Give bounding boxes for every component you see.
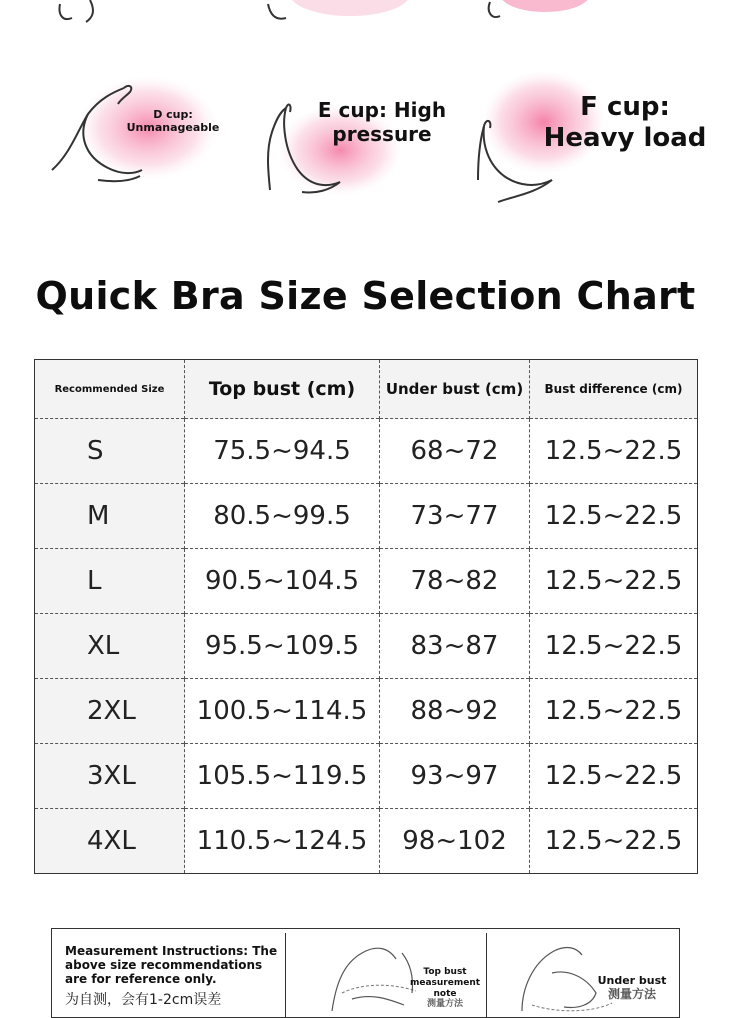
e-cup-illustration <box>262 70 462 210</box>
top-bust-cell: 110.5~124.5 <box>185 809 380 874</box>
top-bust-cell: 105.5~119.5 <box>185 744 380 809</box>
under-bust-cn-label: 测量方法 <box>607 987 656 1001</box>
under-bust-cell: 68~72 <box>380 419 530 484</box>
d-cup-label: D cup: Unmanageable <box>126 108 220 135</box>
bust-difference-cell: 12.5~22.5 <box>530 419 698 484</box>
table-row <box>35 614 698 679</box>
size-cell: M <box>35 484 185 549</box>
table-row <box>35 679 698 744</box>
table-row <box>35 549 698 614</box>
bust-difference-cell: 12.5~22.5 <box>530 809 698 874</box>
header-recommended-size: Recommended Size <box>35 360 185 419</box>
under-bust-cell: 98~102 <box>380 809 530 874</box>
table-header-row <box>35 360 698 419</box>
top-bust-cell: 80.5~99.5 <box>185 484 380 549</box>
bust-difference-cell: 12.5~22.5 <box>530 549 698 614</box>
under-bust-cell: 78~82 <box>380 549 530 614</box>
under-bust-cell: 88~92 <box>380 679 530 744</box>
top-strip-cutoff <box>0 0 731 40</box>
under-bust-measure-figure-icon <box>492 933 682 1013</box>
under-bust-cell: 93~97 <box>380 744 530 809</box>
size-cell: 4XL <box>35 809 185 874</box>
measurement-instructions-panel <box>51 928 680 1018</box>
top-bust-label: Top bust measurement note <box>409 967 481 999</box>
under-bust-label: Under bust <box>597 974 667 987</box>
instructions-cn-text: 为自测，会有1-2cm误差 <box>65 992 222 1008</box>
page-title: Quick Bra Size Selection Chart <box>35 274 696 318</box>
size-chart-table <box>34 359 698 874</box>
size-cell: 3XL <box>35 744 185 809</box>
bust-difference-cell: 12.5~22.5 <box>530 614 698 679</box>
table-row <box>35 809 698 874</box>
bust-difference-cell: 12.5~22.5 <box>530 484 698 549</box>
d-cup-illustration <box>48 70 228 210</box>
table-row <box>35 419 698 484</box>
top-bust-cell: 100.5~114.5 <box>185 679 380 744</box>
size-cell: XL <box>35 614 185 679</box>
header-under-bust: Under bust (cm) <box>380 360 530 419</box>
header-top-bust: Top bust (cm) <box>185 360 380 419</box>
size-cell: L <box>35 549 185 614</box>
table-row <box>35 484 698 549</box>
bust-difference-cell: 12.5~22.5 <box>530 744 698 809</box>
divider <box>486 933 487 1017</box>
f-cup-illustration <box>474 70 724 210</box>
under-bust-cell: 83~87 <box>380 614 530 679</box>
size-cell: 2XL <box>35 679 185 744</box>
cutoff-illustrations <box>0 0 731 34</box>
size-cell: S <box>35 419 185 484</box>
divider <box>285 933 286 1017</box>
top-bust-cn-label: 测量方法 <box>426 999 463 1009</box>
header-bust-difference: Bust difference (cm) <box>530 360 698 419</box>
top-bust-cell: 95.5~109.5 <box>185 614 380 679</box>
f-cup-label: F cup: Heavy load <box>543 92 707 154</box>
top-bust-cell: 90.5~104.5 <box>185 549 380 614</box>
e-cup-label: E cup: High pressure <box>317 98 447 146</box>
instructions-text: Measurement Instructions: The above size recommendations are for reference only. <box>65 944 278 986</box>
under-bust-cell: 73~77 <box>380 484 530 549</box>
bust-difference-cell: 12.5~22.5 <box>530 679 698 744</box>
top-bust-cell: 75.5~94.5 <box>185 419 380 484</box>
table-row <box>35 744 698 809</box>
